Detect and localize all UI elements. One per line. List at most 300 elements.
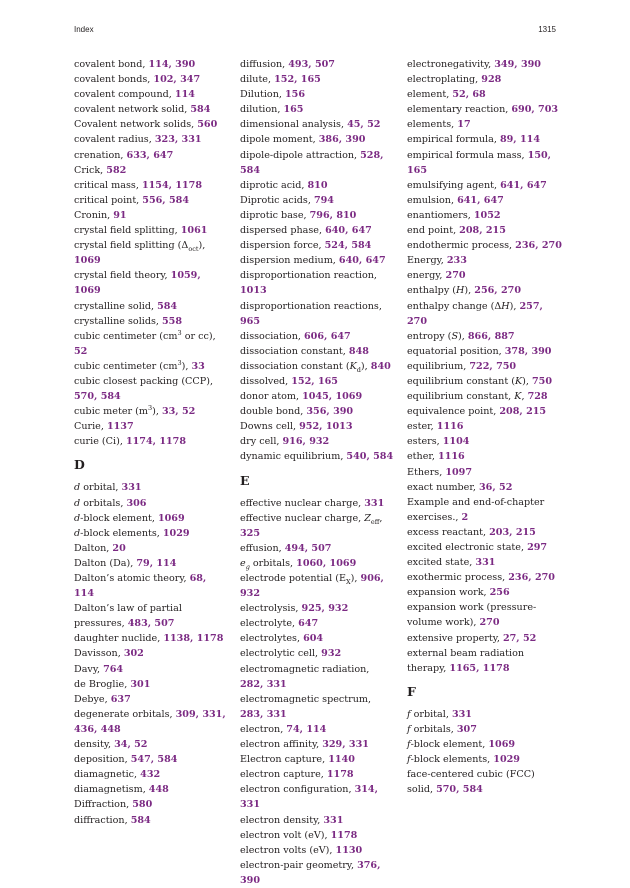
page-references[interactable]: 794 <box>313 194 334 206</box>
page-references[interactable]: 297 <box>527 542 548 553</box>
index-entry <box>74 511 229 526</box>
index-term: covalent bond, <box>74 59 149 70</box>
page-references[interactable]: 1138, 1178 <box>163 633 224 645</box>
page-references[interactable]: 208, 215 <box>499 406 547 418</box>
index-term: Diprotic acids, <box>240 194 314 206</box>
index-term: elements, <box>407 119 458 131</box>
page-references[interactable]: 17 <box>457 119 471 131</box>
index-entry <box>240 57 395 72</box>
index-term: exact number, <box>407 481 479 493</box>
index-entry <box>407 600 562 630</box>
index-term: cubic closest packing (CCP), <box>74 375 213 387</box>
index-entry <box>240 87 395 102</box>
page-references[interactable]: 323, 331 <box>154 134 202 146</box>
page-references[interactable]: 524, 584 <box>324 240 372 252</box>
page-references[interactable]: 582 <box>106 164 127 176</box>
index-term: Dalton, <box>74 542 113 554</box>
index-entry <box>74 117 229 132</box>
index-term: dimensional analysis, <box>240 119 348 131</box>
index-entry <box>74 72 229 87</box>
index-term: crystal field splitting $(\Delta_{oct})$, <box>74 240 206 254</box>
page-references[interactable]: 547, 584 <box>130 754 178 766</box>
index-term: disproportionation reactions, <box>240 300 382 312</box>
page-references[interactable]: 36, 52 <box>479 481 513 493</box>
index-term: f orbitals, <box>407 723 457 735</box>
index-entry <box>240 511 395 541</box>
page-references[interactable]: 102, 347 <box>153 74 201 86</box>
page-references[interactable]: 165 <box>283 104 304 116</box>
index-entry <box>74 526 229 541</box>
page-references[interactable]: 236, 270 <box>508 572 555 584</box>
page-references[interactable]: 309, 331, 436, 448 <box>74 708 226 735</box>
page-references[interactable]: 1059, 1069 <box>74 270 201 297</box>
page-references[interactable]: 1178 <box>326 769 354 781</box>
page-references[interactable]: 270 <box>479 617 500 629</box>
index-term: crystal field splitting, <box>74 225 181 237</box>
page-references[interactable]: 356, 390 <box>306 406 354 418</box>
page-references[interactable]: 647 <box>298 618 319 630</box>
index-term: dispersion force, <box>240 240 325 252</box>
page-references[interactable]: 208, 215 <box>459 225 506 237</box>
page-references[interactable]: 114, 390 <box>148 59 196 70</box>
index-term: ester, <box>407 421 437 433</box>
index-entry <box>407 253 562 268</box>
page-references[interactable]: 932 <box>321 648 342 660</box>
page-references[interactable]: 20 <box>112 542 126 554</box>
page-references[interactable]: 1060, 1069 <box>296 557 357 569</box>
page-references[interactable]: 150, 165 <box>407 149 552 176</box>
index-entry <box>407 359 562 374</box>
index-term: Crick, <box>74 164 107 176</box>
page-references[interactable]: 1029 <box>493 754 520 766</box>
page-references[interactable]: 1165, 1178 <box>449 662 510 674</box>
index-term: equatorial position, <box>407 345 505 357</box>
page-references[interactable]: 1045, 1069 <box>302 391 363 403</box>
page-references[interactable]: 928 <box>481 74 502 86</box>
page-references[interactable]: 570, 584 <box>436 784 483 796</box>
index-term: covalent compound, <box>74 89 175 101</box>
index-entry <box>240 208 395 223</box>
page-references[interactable]: 27, 52 <box>502 632 537 644</box>
page-references[interactable]: 640, 647 <box>338 255 386 267</box>
index-entry <box>240 616 395 631</box>
index-entry <box>407 722 562 737</box>
index-term: d orbital, <box>74 482 122 494</box>
page-references[interactable]: 1130 <box>335 844 363 856</box>
index-column-1 <box>74 57 229 828</box>
index-term: Dalton’s law of partial pressures, <box>74 603 182 630</box>
page-references[interactable]: 156 <box>285 89 306 101</box>
page-references[interactable]: 750 <box>532 375 553 387</box>
section-heading: D <box>74 457 85 473</box>
index-entry <box>407 480 562 495</box>
page-references[interactable]: 376, 390 <box>240 859 381 886</box>
page-references[interactable]: 606, 647 <box>303 330 351 342</box>
page-references[interactable]: 722, 750 <box>469 360 517 372</box>
page-references[interactable]: 560 <box>197 119 218 131</box>
index-term: equilibrium, <box>407 360 470 372</box>
index-term: crystalline solid, <box>74 300 158 312</box>
index-entry <box>407 132 562 147</box>
page-references[interactable]: 1140 <box>328 754 355 766</box>
page-references[interactable]: 1174, 1178 <box>125 436 187 448</box>
page-references[interactable]: 34, 52 <box>114 739 148 751</box>
index-entry <box>74 57 229 72</box>
index-entry <box>240 752 395 767</box>
index-entry <box>407 283 562 298</box>
index-term: electromagnetic radiation, <box>240 663 370 675</box>
page-references[interactable]: 52, 68 <box>452 89 486 101</box>
index-entry <box>74 87 229 102</box>
page-references[interactable]: 483, 507 <box>127 618 175 630</box>
index-term: electron capture, <box>240 769 327 781</box>
index-entry <box>240 374 395 389</box>
index-term: electrolyte, <box>240 618 299 630</box>
index-term: exothermic process, <box>407 572 509 584</box>
page-references[interactable]: 690, 703 <box>511 104 559 116</box>
index-term: electron configuration, <box>240 784 355 796</box>
index-term: dispersed phase, <box>240 225 326 237</box>
index-entry <box>240 571 395 601</box>
page-references[interactable]: 580 <box>132 799 153 811</box>
page-references[interactable]: 604 <box>303 633 324 645</box>
index-entry <box>74 496 229 511</box>
index-entry <box>74 102 229 117</box>
page-references[interactable]: 329, 331 <box>322 739 369 751</box>
page-references[interactable]: 257, 270 <box>407 300 543 327</box>
page-references[interactable]: 302 <box>123 648 144 660</box>
index-entry <box>407 329 562 344</box>
page-references[interactable]: 314, 331 <box>240 784 378 811</box>
page-references[interactable]: 331 <box>364 497 385 509</box>
page-references[interactable]: 641, 647 <box>457 194 504 206</box>
index-term: Dilution, <box>240 89 285 101</box>
index-term: enthalpy (H), <box>407 285 475 297</box>
page-references[interactable]: 89, 114 <box>499 134 540 146</box>
page-references[interactable]: 952, 1013 <box>299 421 353 433</box>
page-references[interactable]: 906, 932 <box>240 573 384 600</box>
page-references[interactable]: 1097 <box>445 466 473 478</box>
index-entry <box>240 843 395 858</box>
index-term: d-block elements, <box>74 527 163 539</box>
page-references[interactable]: 33, 52 <box>161 406 196 418</box>
page-references[interactable]: 307 <box>456 723 477 735</box>
index-entry <box>240 329 395 344</box>
index-entry <box>74 541 229 556</box>
index-term: dry cell, <box>240 436 283 448</box>
page-references[interactable]: 236, 270 <box>515 240 562 252</box>
index-term: effective nuclear charge, $Z_{eff}$, <box>240 512 383 526</box>
index-term: emulsifying agent, <box>407 179 501 191</box>
index-term: Curie, <box>74 421 107 433</box>
index-term: dispersion medium, <box>240 255 339 267</box>
page-references[interactable]: 1137 <box>106 421 134 433</box>
index-entry <box>74 163 229 178</box>
index-term: d orbitals, <box>74 497 127 509</box>
page-references[interactable]: 1061 <box>180 225 208 237</box>
index-entry <box>74 692 229 707</box>
index-entry <box>240 631 395 646</box>
page-references[interactable]: 331 <box>323 814 344 826</box>
page-references[interactable]: 764 <box>103 663 124 675</box>
index-entry <box>240 541 395 556</box>
page-references[interactable]: 45, 52 <box>347 119 381 131</box>
page-references[interactable]: 325 <box>240 527 261 539</box>
index-entry <box>407 148 562 178</box>
page-references[interactable]: 540, 584 <box>346 451 394 463</box>
page-references[interactable]: 570, 584 <box>74 391 121 403</box>
page-references[interactable]: 256, 270 <box>474 285 521 297</box>
index-term: end point, <box>407 225 460 237</box>
index-term: electromagnetic spectrum, <box>240 693 372 705</box>
page-references[interactable]: 916, 932 <box>282 436 330 448</box>
index-entry <box>240 253 395 268</box>
page-references[interactable]: 91 <box>113 209 127 221</box>
index-term: f-block elements, <box>407 754 494 766</box>
index-column-3 <box>407 57 562 797</box>
page-references[interactable]: 866, 887 <box>467 330 515 342</box>
page-references[interactable]: 152, 165 <box>291 375 338 387</box>
index-term: disproportionation reaction, <box>240 270 377 282</box>
index-entry <box>74 707 229 737</box>
index-term: crystal field theory, <box>74 270 171 282</box>
index-entry <box>74 571 229 601</box>
index-entry <box>407 389 562 404</box>
page-references[interactable]: 633, 647 <box>126 149 174 161</box>
page-references[interactable]: 33 <box>191 360 205 372</box>
page-references[interactable]: 558 <box>162 315 183 327</box>
index-entry <box>240 767 395 782</box>
index-entry <box>407 404 562 419</box>
page-references[interactable]: 270 <box>445 270 466 282</box>
index-entry <box>407 570 562 585</box>
index-entry <box>74 374 229 404</box>
page-references[interactable]: 1069 <box>488 739 516 751</box>
index-term: crystalline solids, <box>74 315 162 327</box>
index-entry <box>407 208 562 223</box>
index-entry <box>407 525 562 540</box>
index-entry <box>407 117 562 132</box>
page-references[interactable]: 1178 <box>330 829 358 841</box>
page-references[interactable]: 528, 584 <box>240 149 384 176</box>
index-entry <box>74 238 229 268</box>
index-term: critical point, <box>74 194 143 206</box>
index-term: diprotic acid, <box>240 179 308 191</box>
page-references[interactable]: 728 <box>527 391 548 403</box>
index-term: electron volts (eV), <box>240 844 336 856</box>
index-entry <box>407 57 562 72</box>
index-term: electron-pair geometry, <box>240 859 358 871</box>
page-references[interactable]: 637 <box>110 693 131 705</box>
index-entry <box>74 797 229 812</box>
index-entry <box>240 496 395 511</box>
index-term: face-centered cubic (FCC) solid, <box>407 769 535 796</box>
page-references[interactable]: 74, 114 <box>286 723 327 735</box>
index-term: degenerate orbitals, <box>74 708 176 720</box>
index-term: enthalpy change (ΔH), <box>407 300 520 312</box>
index-term: Electron capture, <box>240 754 329 766</box>
index-term: cubic meter $(m^3)$, <box>74 403 162 418</box>
page-references[interactable]: 796, 810 <box>309 209 357 221</box>
index-term: $e_g$ orbitals, <box>240 557 297 571</box>
page-references[interactable]: 203, 215 <box>489 526 536 538</box>
page-references[interactable]: 152, 165 <box>274 74 321 86</box>
page-references[interactable]: 584 <box>157 300 178 312</box>
page-references[interactable]: 349, 390 <box>494 59 541 70</box>
index-term: electrolytic cell, <box>240 648 322 660</box>
page-references[interactable]: 1116 <box>438 451 465 463</box>
page-references[interactable]: 925, 932 <box>301 603 349 615</box>
page-number: 1315 <box>538 25 556 34</box>
page-references[interactable]: 378, 390 <box>504 345 552 357</box>
index-term: excited electronic state, <box>407 542 528 553</box>
page-references[interactable]: 52 <box>74 345 88 357</box>
index-term: empirical formula mass, <box>407 149 528 161</box>
index-entry <box>407 631 562 646</box>
index-entry <box>407 178 562 193</box>
index-entry <box>74 329 229 359</box>
index-entry <box>74 208 229 223</box>
index-entry <box>74 601 229 631</box>
index-entry <box>240 782 395 812</box>
index-term: density, <box>74 739 115 751</box>
index-entry <box>240 828 395 843</box>
index-term: covalent radius, <box>74 134 155 146</box>
index-term: cubic centimeter ($cm^3$ or cc), <box>74 328 216 342</box>
index-term: diamagnetism, <box>74 784 149 796</box>
index-term: element, <box>407 89 453 101</box>
index-entry <box>74 662 229 677</box>
index-entry <box>74 148 229 163</box>
page-references[interactable]: 1069 <box>74 255 101 267</box>
page-references[interactable]: 1052 <box>473 209 501 221</box>
index-term: Covalent network solids, <box>74 119 198 131</box>
index-entry <box>407 419 562 434</box>
index-entry <box>74 677 229 692</box>
page-references[interactable]: 840 <box>370 360 391 372</box>
index-entry <box>74 631 229 646</box>
index-entry <box>240 601 395 616</box>
index-entry <box>74 767 229 782</box>
page-references[interactable]: 965 <box>240 315 261 327</box>
index-term: electronegativity, <box>407 59 495 70</box>
page-references[interactable]: 1154, 1178 <box>141 179 203 191</box>
index-term: esters, <box>407 436 443 448</box>
index-entry <box>240 132 395 147</box>
index-term: daughter nuclide, <box>74 633 164 645</box>
page-references[interactable]: 306 <box>126 497 147 509</box>
page-references[interactable]: 79, 114 <box>136 557 177 569</box>
index-term: Downs cell, <box>240 421 300 433</box>
index-entry <box>407 344 562 359</box>
index-entry <box>407 540 562 555</box>
page-references[interactable]: 584 <box>190 104 211 116</box>
page-references[interactable]: 331 <box>121 482 142 494</box>
index-term: excited state, <box>407 557 476 569</box>
index-term: diprotic base, <box>240 209 310 221</box>
index-term: dilution, <box>240 104 284 116</box>
page-references[interactable]: 556, 584 <box>142 194 190 206</box>
index-term: Cronin, <box>74 209 114 221</box>
index-entry <box>74 480 229 495</box>
page-references[interactable]: 584 <box>130 814 151 826</box>
index-column-2 <box>240 57 395 888</box>
page-references[interactable]: 494, 507 <box>284 542 332 554</box>
index-entry <box>407 495 562 525</box>
page-references[interactable]: 1069 <box>157 512 185 524</box>
index-entry <box>407 434 562 449</box>
section-heading: F <box>407 683 416 699</box>
page-references[interactable]: 283, 331 <box>240 708 287 720</box>
page-references[interactable]: 448 <box>148 784 169 796</box>
index-entry <box>240 223 395 238</box>
index-entry <box>74 223 229 238</box>
page-references[interactable]: 233 <box>446 255 467 267</box>
page-references[interactable]: 1029 <box>162 527 190 539</box>
page-references[interactable]: 256 <box>489 587 510 599</box>
page-references[interactable]: 386, 390 <box>318 134 366 146</box>
index-entry <box>407 555 562 570</box>
page-references[interactable]: 301 <box>130 678 151 690</box>
index-entry <box>240 662 395 692</box>
page-references[interactable]: 848 <box>348 345 369 357</box>
index-entry <box>74 359 229 374</box>
index-term: crenation, <box>74 149 127 161</box>
index-term: diffusion, <box>240 59 289 70</box>
page-references[interactable]: 331 <box>451 708 472 720</box>
running-header-left: Index <box>74 25 94 34</box>
page-references[interactable]: 68, 114 <box>74 573 207 600</box>
index-term: diamagnetic, <box>74 769 141 781</box>
index-term: dissociation constant, <box>240 345 349 357</box>
index-term: elementary reaction, <box>407 104 512 116</box>
page-references[interactable]: 114 <box>174 89 195 101</box>
index-entry <box>407 752 562 767</box>
index-entry <box>240 359 395 374</box>
index-term: d-block element, <box>74 512 158 524</box>
page-references[interactable]: 331 <box>475 557 496 569</box>
index-term: effusion, <box>240 542 285 554</box>
page-references[interactable]: 641, 647 <box>500 179 547 191</box>
page-references[interactable]: 493, 507 <box>288 59 335 70</box>
page-references[interactable]: 2 <box>461 511 469 523</box>
index-entry <box>74 193 229 208</box>
index-term: diffraction, <box>74 814 131 826</box>
index-term: enantiomers, <box>407 209 474 221</box>
page-references[interactable]: 640, 647 <box>325 225 372 237</box>
index-entry <box>407 646 562 676</box>
page-references[interactable]: 1013 <box>240 285 267 297</box>
page-references[interactable]: 282, 331 <box>240 678 287 690</box>
index-entry <box>240 117 395 132</box>
index-term: critical mass, <box>74 179 142 191</box>
page-references[interactable]: 1104 <box>442 436 470 448</box>
index-entry <box>240 646 395 661</box>
index-term: entropy (S), <box>407 330 468 342</box>
index-term: ether, <box>407 451 439 463</box>
index-term: Example and end-of-chapter exercises., <box>407 496 545 523</box>
page-references[interactable]: 1116 <box>436 421 464 433</box>
index-entry <box>74 314 229 329</box>
index-term: extensive property, <box>407 632 503 644</box>
index-term: expansion work (pressure-volume work), <box>407 602 537 629</box>
index-term: Diffraction, <box>74 799 133 811</box>
page-references[interactable]: 810 <box>307 179 328 191</box>
index-entry <box>407 374 562 389</box>
page-references[interactable]: 432 <box>140 769 161 781</box>
index-entry <box>240 722 395 737</box>
index-term: Dalton (Da), <box>74 557 137 569</box>
